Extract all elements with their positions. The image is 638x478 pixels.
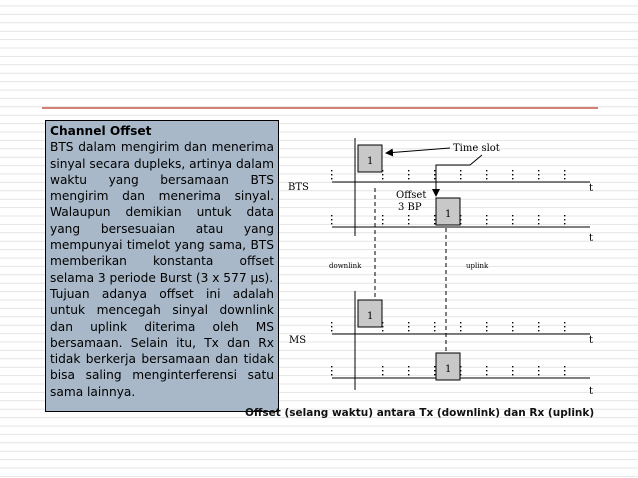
textbox-paragraph-1: BTS dalam mengirim dan menerima sinyal secara dupleks, artinya dalam waktu yang bersamaan BTS mengirim dan menerima sinyal. Walaupun demikian untuk data yang bersesuaian atau yang mempunyai timelot yang sama, BTS memberikan konstanta offset selama 3 periode Burst (3 x 577 µs). bbox=[50, 140, 274, 285]
timeslot-tick bbox=[486, 178, 487, 179]
timeslot-tick bbox=[382, 219, 383, 220]
timeslot-tick bbox=[331, 215, 332, 216]
timeslot-tick bbox=[538, 326, 539, 327]
timeslot-tick bbox=[486, 366, 487, 367]
timeslot-tick bbox=[408, 178, 409, 179]
timeslot-tick bbox=[434, 178, 435, 179]
timeslot-tick bbox=[434, 219, 435, 220]
timeslot-tick bbox=[538, 374, 539, 375]
timeslot-tick bbox=[512, 366, 513, 367]
timeslot-tick bbox=[331, 370, 332, 371]
timeslot-tick bbox=[564, 322, 565, 323]
timeslot-tick bbox=[460, 170, 461, 171]
ms-uplink-slot-label: 1 bbox=[445, 364, 452, 375]
timeslot-tick bbox=[434, 370, 435, 371]
timeslot-tick bbox=[434, 170, 435, 171]
ms-label: MS bbox=[289, 335, 307, 346]
timeslot-tick bbox=[538, 322, 539, 323]
time-slot-arrow bbox=[386, 148, 450, 153]
timeslot-tick bbox=[564, 366, 565, 367]
t-label-bts-downlink: t bbox=[589, 183, 594, 194]
timeslot-tick bbox=[331, 174, 332, 175]
timeslot-tick bbox=[538, 170, 539, 171]
timeslot-tick bbox=[331, 330, 332, 331]
textbox-paragraph-2: Tujuan adanya offset ini adalah untuk mencegah sinyal downlink dan uplink diterima oleh MS bersamaan. Selain itu, Tx dan Rx tidak berkerja bersamaan dan tidak bisa saling menginterferensi satu sama lainnya. bbox=[50, 286, 274, 399]
timeslot-tick bbox=[408, 326, 409, 327]
timeslot-tick bbox=[408, 322, 409, 323]
timeslot-tick bbox=[331, 366, 332, 367]
timeslot-tick bbox=[538, 178, 539, 179]
timeslot-tick bbox=[512, 215, 513, 216]
timeslot-tick bbox=[331, 170, 332, 171]
timeslot-tick bbox=[538, 366, 539, 367]
timeslot-tick bbox=[486, 370, 487, 371]
bts-label: BTS bbox=[288, 182, 309, 193]
timeslot-tick bbox=[331, 322, 332, 323]
timeslot-tick bbox=[512, 170, 513, 171]
textbox-title: Channel Offset bbox=[50, 124, 152, 138]
timeslot-tick bbox=[564, 219, 565, 220]
timeslot-tick bbox=[538, 174, 539, 175]
timeslot-tick bbox=[564, 174, 565, 175]
timeslot-tick bbox=[331, 326, 332, 327]
time-slot-label: Time slot bbox=[453, 143, 500, 154]
bts-uplink-slot-label: 1 bbox=[445, 209, 452, 220]
timeslot-tick bbox=[512, 223, 513, 224]
timeslot-tick bbox=[382, 174, 383, 175]
timeslot-tick bbox=[564, 370, 565, 371]
timeslot-tick bbox=[538, 330, 539, 331]
timeslot-tick bbox=[486, 322, 487, 323]
timeslot-tick bbox=[331, 219, 332, 220]
timeslot-tick bbox=[512, 219, 513, 220]
timeslot-tick bbox=[382, 370, 383, 371]
timeslot-tick bbox=[408, 366, 409, 367]
timeslot-tick bbox=[408, 370, 409, 371]
timeslot-tick bbox=[331, 178, 332, 179]
timeslot-tick bbox=[408, 174, 409, 175]
timeslot-tick bbox=[460, 178, 461, 179]
timeslot-tick bbox=[486, 374, 487, 375]
timeslot-tick bbox=[434, 322, 435, 323]
timeslot-tick bbox=[512, 370, 513, 371]
timeslot-tick bbox=[512, 374, 513, 375]
timeslot-tick bbox=[382, 223, 383, 224]
timeslot-tick bbox=[486, 219, 487, 220]
timeslot-tick bbox=[382, 215, 383, 216]
timeslot-tick bbox=[434, 330, 435, 331]
timeslot-tick bbox=[434, 223, 435, 224]
figure-caption: Offset (selang waktu) antara Tx (downlink) dan Rx (uplink) bbox=[245, 407, 595, 419]
timeslot-tick bbox=[512, 178, 513, 179]
timeslot-tick bbox=[486, 223, 487, 224]
timeslot-tick bbox=[538, 215, 539, 216]
timeslot-tick bbox=[408, 219, 409, 220]
timeslot-tick bbox=[408, 215, 409, 216]
timeslot-tick bbox=[434, 374, 435, 375]
t-label-ms-downlink: t bbox=[589, 335, 594, 346]
timeslot-tick bbox=[538, 219, 539, 220]
bts-downlink-slot-label: 1 bbox=[367, 156, 374, 167]
timeslot-tick bbox=[486, 215, 487, 216]
timeslot-tick bbox=[512, 174, 513, 175]
timeslot-tick bbox=[564, 374, 565, 375]
timeslot-tick bbox=[382, 330, 383, 331]
timeslot-tick bbox=[382, 374, 383, 375]
timeslot-tick bbox=[408, 223, 409, 224]
timeslot-tick bbox=[512, 330, 513, 331]
uplink-slot-arrow bbox=[436, 155, 482, 196]
timeslot-tick bbox=[382, 366, 383, 367]
offset-label: Offset bbox=[396, 190, 427, 201]
timeslot-tick bbox=[460, 322, 461, 323]
t-label-ms-uplink: t bbox=[589, 386, 594, 397]
timeslot-tick bbox=[538, 223, 539, 224]
timeslot-tick bbox=[331, 223, 332, 224]
timeslot-tick bbox=[382, 178, 383, 179]
t-label-bts-uplink: t bbox=[589, 233, 594, 244]
ms-downlink-slot-label: 1 bbox=[367, 311, 374, 322]
timeslot-tick bbox=[564, 330, 565, 331]
timeslot-tick bbox=[408, 170, 409, 171]
timeslot-tick bbox=[331, 374, 332, 375]
timeslot-tick bbox=[460, 326, 461, 327]
timeslot-tick bbox=[512, 326, 513, 327]
timeslot-tick bbox=[434, 215, 435, 216]
uplink-label: uplink bbox=[466, 262, 489, 270]
timeslot-tick bbox=[564, 215, 565, 216]
downlink-label: downlink bbox=[329, 262, 362, 270]
timeslot-tick bbox=[486, 326, 487, 327]
timeslot-tick bbox=[460, 174, 461, 175]
timeslot-tick bbox=[564, 170, 565, 171]
timeslot-tick bbox=[408, 374, 409, 375]
timeslot-tick bbox=[408, 330, 409, 331]
timeslot-tick bbox=[486, 170, 487, 171]
timeslot-tick bbox=[564, 223, 565, 224]
timeslot-tick bbox=[434, 326, 435, 327]
timeslot-tick bbox=[486, 174, 487, 175]
timeslot-tick bbox=[512, 322, 513, 323]
timeslot-tick bbox=[434, 366, 435, 367]
offset-3bp-label: 3 BP bbox=[398, 202, 422, 213]
timeslot-tick bbox=[486, 330, 487, 331]
timeslot-tick bbox=[434, 174, 435, 175]
timeslot-tick bbox=[538, 370, 539, 371]
timeslot-tick bbox=[564, 326, 565, 327]
timeslot-tick bbox=[460, 330, 461, 331]
timeslot-tick bbox=[564, 178, 565, 179]
